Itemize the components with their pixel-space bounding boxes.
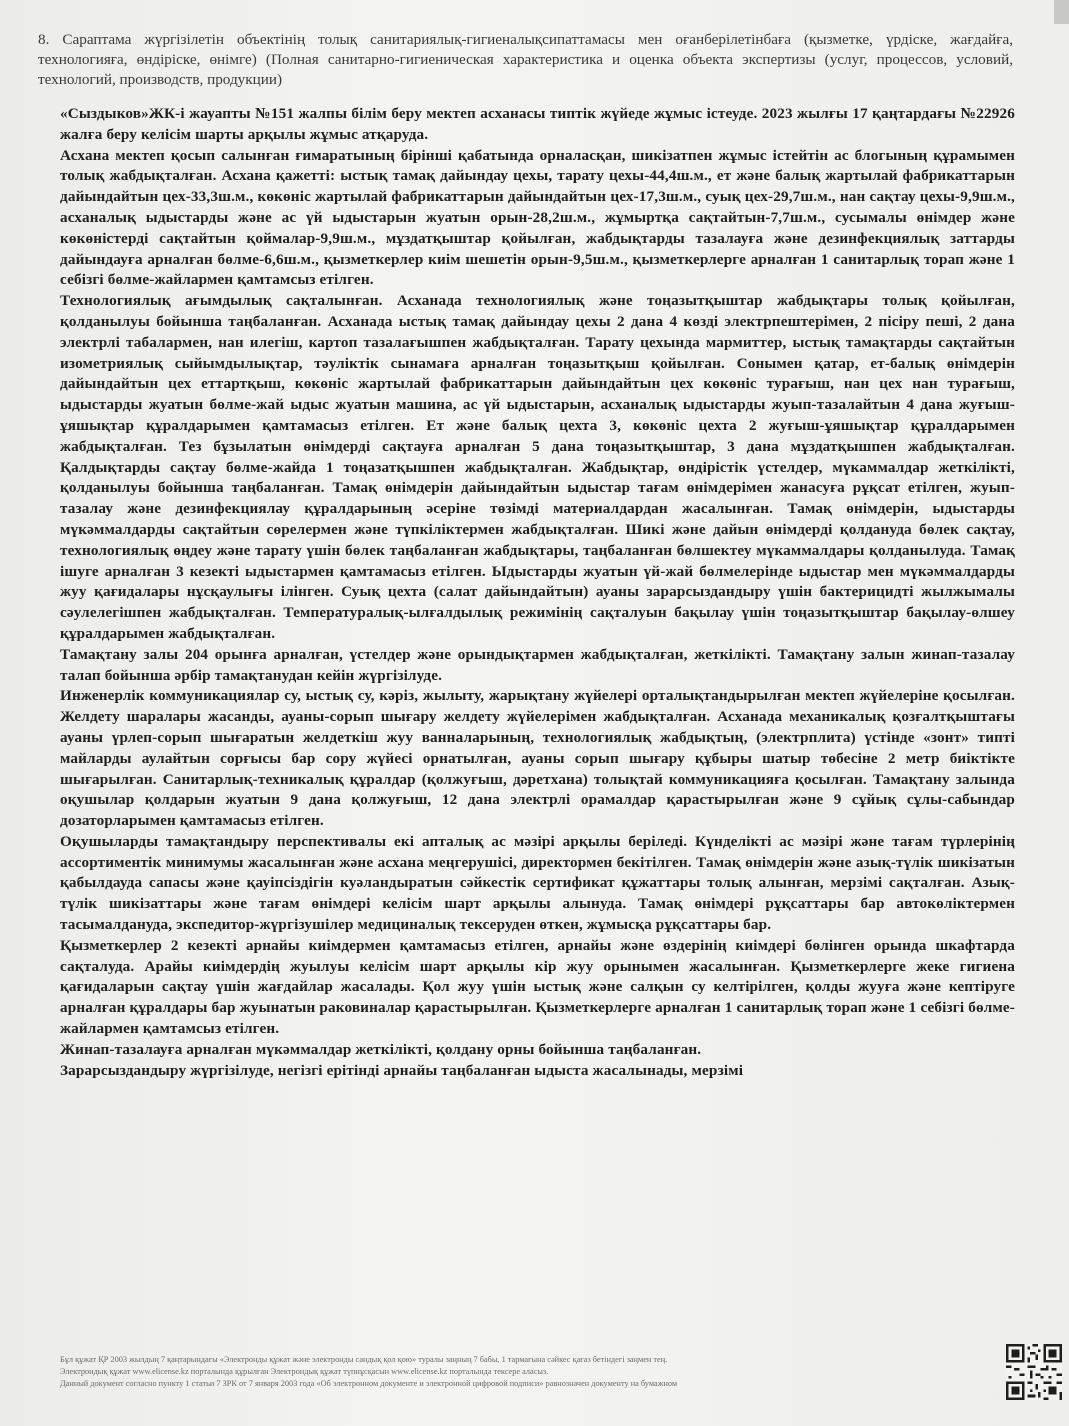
paragraph-technology: Технологиялық ағымдылық сақталынған. Асханада технологиялық және тоңазытқыштар жабдықтары толық қойылған, қолданылуы бойынша таңбаланған. Асханада ыстық тамақ дайындау цехы 2 дана 4 көзді электрпештерімен, 2 пісіру пеші, 2 дана электрлі табалармен, нан илегіш, картоп тазалағышпен жабдықталған. Тарату цехында мармиттер, ыстық тамақтарды сақтайтын изометриялық сыйымдылықтар, тәуліктік сынамаға арналған тоңазытқыш қойылған. Сонымен қатар, ет-балық өнімдерін дайындайтын цех еттартқыш, көкөніс жартылай фабрикаттарын дайындайтын цех көкөніс турағыш, нан цех нан турағыш, ыдыстарды жуатын бөлме-жай ыдыс жуатын машина, ас үй ыдыстарын, асханалық ыдыстарды жуып-тазалайтын 4 дана жуғыш-ұяшықтар құралдарымен қамтамасыз етілген. Ет және балық цехта 3, көкөніс цехта 2 жуғыш-ұяшықтар құралдарымен жабдықталған. Тез бұзылатын өнімдерді сақтауға арналған 5 дана тоңазытқыштар, 3 дана мұздатқышпен жабдықталған. Қалдықтарды сақтау бөлме-жайда 1 тоңазатқышпен жабдықталған. Жабдықтар, өндірістік үстелдер, мүкаммалдар жеткілікті, қолданылуы бойынша таңбаланған. Тамақ өнімдерін дайындайтын ыдыстар тағам өнімдерімен жанасуға рұқсат етілген, жуып-тазалау және дезинфекциялау құралдарының әсеріне төзімді материалдардан жасалынған. Тамақ өнімдерін, ыдыстарды мүкәммалдарды сақтайтын сөрелермен және түпкіліктермен жабдықталған. Шикі және дайын өнімдерді қолдануда бөлек сақтау, технологиялық өңдеу және тарату үшін бөлек таңбаланған жабдықтары, таңбаланған бөлшектеу мүкаммалдары қолданылуда. Тамақ ішуге арналған 3 кезекті ыдыстармен қамтамасыз етілген. Ыдыстарды жуатын үй-жай бөлмелерінде ыдыстар мен мүкәммалдарды жуу қағидалары нұсқаулығы ілінген. Суық цехта (салат дайындайтын) ауаны зарарсыздандыру үшін бактерицидті жылжымалы сәулелегішпен жабдықталған. Температуралық-ылғалдылық режимінің сақталуын бақылау үшін тоңазытқыштар бақылау-өлшеу құралдарымен жабдықталған. bbox=[60, 292, 1015, 642]
section-heading: 8. Сараптама жүргізілетін объектінің толық санитариялық-гигиеналықсипаттамасы мен оғанберілетінбаға (қызметке, үрдіске, жағдайға, технологияға, өндіріске, өнімге) (Полная санитарно-гигиеническая характеристика и оценка объекта экспертизы (услуг, процессов, условий, технологий, производств, продукции) bbox=[38, 31, 1013, 88]
paragraph-dining-hall: Тамақтану залы 204 орынға арналған, үстелдер және орындықтармен жабдықталған, жеткілікті. Тамақтану залын жинап-тазалау талап бойынша әрбір тамақтанудан кейін жүргізілуде. bbox=[60, 645, 1015, 684]
paragraph-premises: Асхана мектеп қосып салынған ғимаратының бірінші қабатында орналасқан, шикізатпен жұмыс істейтін ас блогының құрамымен толық жабдықталған. Асхана қажетті: ыстық тамақ дайындау цехы, тарату цехы-44,4ш.м., ет және балық жартылай фабрикаттарын дайындайтын цех-33,3ш.м., көкөніс жартылай фабрикаттарын дайындайтын цех-17,3ш.м., суық цех-29,7ш.м., нан сақтау цехы-9,9ш.м., асханалық ыдыстарды және ас үй ыдыстарын жуатын орын-28,2ш.м., жұмыртқа сақтайтын-7,7ш.м., сусымалы өнімдер және көкөністерді сақтайтын қоймалар-9,9ш.м., мұздатқыштар қойылған, жабдықтарды тазалауға және дезинфекциялық заттарды дайындауға арналған бөлме-6,6ш.м., қызметкерлер киім шешетін орын-9,5ш.м., қызметкерлерге арналған 1 санитарлық торап және 1 себізгі бөлме-жайлармен қамтамсыз етілген. bbox=[60, 146, 1015, 289]
footer-line: Электрондық құжат www.elicense.kz порталында құрылған Электрондық құжат түпнұсқасын www.elicense.kz порталында тексере аласыз. bbox=[60, 1367, 549, 1376]
paragraph-operator: «Сыздыков»ЖК-і жауапты №151 жалпы білім беру мектеп асханасы типтік жүйеде жұмыс істеуде. 2023 жылғы 17 қаңтардағы №22926 жалға беру келісім шарты арқылы жұмыс атқаруда. bbox=[60, 105, 1015, 143]
document-body bbox=[60, 104, 1015, 1081]
qr-code-icon bbox=[1006, 1344, 1062, 1400]
paragraph-cleaning: Жинап-тазалауға арналған мүкәммалдар жеткілікті, қолдану орны бойынша таңбаланған. bbox=[60, 1040, 702, 1058]
paragraph-nutrition: Оқушыларды тамақтандыру перспективалы екі апталық ас мәзірі арқылы беріледі. Күнделікті ас мәзірі және тағам түрлерінің ассортиментік минимумы жасалынған және асхана меңгерушісі, директормен бекітілген. Тамақ өнімдерін және азық-түлік шикізатын қабылдауда сапасы және қауіпсіздігін куәландыратын сәйкестік сертификат құжаттары толық алынған, мерзімі сақталған. Азық-түлік шикізаттары және тағам өнімдері келісім шарт арқылы алынуда. Тамақ өнімдері рұқсаттары бар автокөліктермен тасымалдануда, экспедитор-жүргізушілер медициналық тексеруден өткен, жұмысқа рұқсаттары бар. bbox=[60, 832, 1015, 934]
footer-line: Бұл құжат ҚР 2003 жылдың 7 қаңтарындағы «Электронды құжат және электронды сандық қол қою» туралы заңның 7 бабы, 1 тармағына сәйкес қағаз бетіндегі заңмен тең. bbox=[60, 1355, 668, 1364]
paragraph-engineering: Инженерлік коммуникациялар су, ыстық су, кәріз, жылыту, жарықтану жүйелері орталықтандырылған мектеп жүйелеріне қосылған. Желдету шаралары жасанды, ауаны-сорып шығару желдету жүйелерімен жабдықталған. Асханада механикалық қозғалтқыштағы ауаны үрлеп-сорып шығаратын желдеткіш жуу ванналарының, технологиялық жабдықтың, (электрплита) үстінде «зонт» типті майларды аулайтын сорғысы бар сору жүйесі орнатылған, ауаны сорып шығару құбыры шатыр төбесіне 2 метр биіктікте шығарылған. Санитарлық-техникалық құралдар (қолжуғыш, дәретхана) толықтай коммуникацияға қосылған. Тамақтану залында оқушылар қолдарын жуатын 9 дана қолжуғыш, 12 дана электрлі орамалдар қарастырылған және 9 сұйық сұлы-сабындар дозаторларымен қамтамасыз етілген. bbox=[60, 687, 1015, 830]
page-corner-mark bbox=[1054, 0, 1069, 24]
e-signature-footer bbox=[60, 1354, 990, 1390]
paragraph-staff: Қызметкерлер 2 кезекті арнайы киімдермен қамтамасыз етілген, арнайы және өздерінің киімдері бөлінген орында шкафтарда сақталуда. Арайы киімдердің жуылуы келісім шарт арқылы кір жуу орынымен жасалынған. Қызметкерлерге жеке гигиена қағидаларын сақтау үшін жағдайлар жасалады. Қол жуу үшін ыстық және салқын су келтірілген, қолды жууға және кептіруге арналған құралдары бар жуынатын раковиналар қарастырылған. Қызметкерлерге арналған 1 санитарлық торап және 1 себізгі бөлме-жайлармен қамтамсыз етілген. bbox=[60, 936, 1015, 1038]
paragraph-disinfection: Зарарсыздандыру жүргізілуде, негізгі ерітінді арнайы таңбаланған ыдыста жасалынады, мерзімі bbox=[60, 1061, 744, 1079]
footer-line: Данный документ согласно пункту 1 статьи 7 ЗРК от 7 января 2003 года «Об электронном документе и электронной цифровой подписи» равнозначен документу на бумажном bbox=[60, 1379, 678, 1388]
